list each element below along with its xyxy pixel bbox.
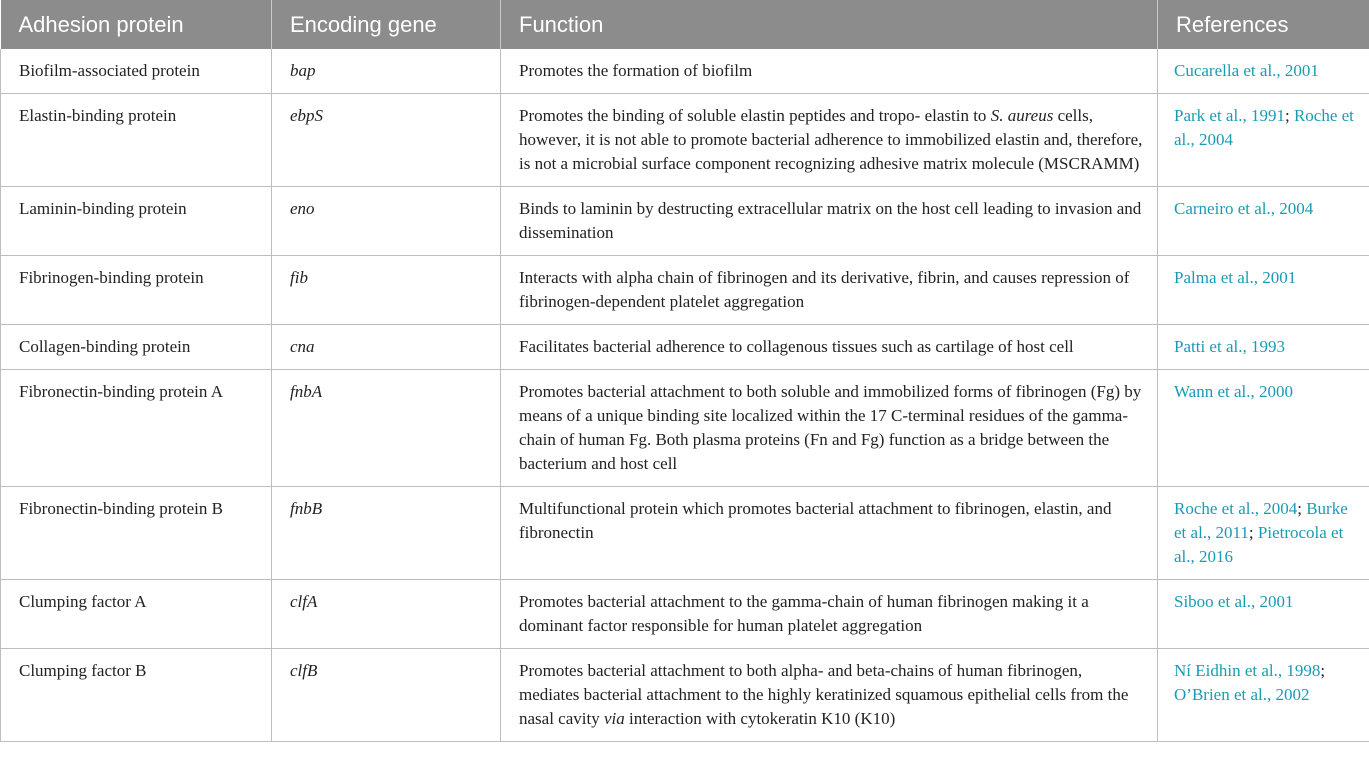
function-text: Promotes bacterial attachment to both soluble and immobilized forms of fibrinogen (Fg) by means of a unique binding site localized within the 17 C-terminal residues of the gamma-chain of human Fg. Both plasma proteins (Fn and Fg) function as a bridge between the bacterium and host cell: [519, 382, 1142, 473]
references-cell: Ní Eidhin et al., 1998; O’Brien et al., 2002: [1158, 649, 1369, 742]
table-row: [1, 487, 1369, 580]
reference-link[interactable]: Patti et al., 1993: [1174, 337, 1285, 356]
reference-link[interactable]: Burke et al., 2011: [1174, 499, 1348, 542]
references-cell: [1158, 187, 1369, 256]
reference-link[interactable]: Carneiro et al., 2004: [1174, 199, 1314, 218]
function-text: cells, however, it is not able to promote bacterial adherence to immobilized elastin and, therefore, is not a microbial surface component recognizing adhesive matrix molecule (MSCRAMM): [519, 106, 1143, 173]
table-row: [1, 256, 1369, 325]
table-row: [1, 649, 1369, 742]
adhesion-protein-cell: Collagen-binding protein: [1, 325, 272, 370]
references-cell: [1158, 370, 1369, 487]
header-encoding-gene: Encoding gene: [272, 0, 501, 49]
function-text: Facilitates bacterial adherence to collagenous tissues such as cartilage of host cell: [519, 337, 1074, 356]
function-cell: [501, 187, 1158, 256]
reference-link[interactable]: Siboo et al., 2001: [1174, 592, 1294, 611]
table-body: [1, 49, 1369, 742]
adhesion-protein-cell: Laminin-binding protein: [1, 187, 272, 256]
table-row: [1, 49, 1369, 94]
encoding-gene-cell: clfB: [272, 649, 501, 742]
table-row: [1, 580, 1369, 649]
references-cell: [1158, 49, 1369, 94]
function-text: interaction with cytokeratin K10 (K10): [624, 709, 896, 728]
adhesion-protein-cell: Fibronectin-binding protein A: [1, 370, 272, 487]
function-cell: [501, 580, 1158, 649]
adhesion-protein-cell: Clumping factor B: [1, 649, 272, 742]
adhesion-protein-cell: Elastin-binding protein: [1, 94, 272, 187]
references-cell: Park et al., 1991; Roche et al., 2004: [1158, 94, 1369, 187]
function-text: Promotes bacterial attachment to the gamma-chain of human fibrinogen making it a dominant factor responsible for human platelet aggregation: [519, 592, 1089, 635]
reference-link[interactable]: Roche et al., 2004: [1174, 499, 1298, 518]
table-row: [1, 370, 1369, 487]
reference-link[interactable]: Park et al., 1991: [1174, 106, 1285, 125]
encoding-gene-cell: fib: [272, 256, 501, 325]
function-text: Multifunctional protein which promotes bacterial attachment to fibrinogen, elastin, and fibronectin: [519, 499, 1112, 542]
references-cell: Roche et al., 2004; Burke et al., 2011; Pietrocola et al., 2016: [1158, 487, 1369, 580]
reference-link[interactable]: Ní Eidhin et al., 1998: [1174, 661, 1321, 680]
reference-link[interactable]: Cucarella et al., 2001: [1174, 61, 1319, 80]
encoding-gene-cell: eno: [272, 187, 501, 256]
encoding-gene-cell: fnbB: [272, 487, 501, 580]
function-italic-text: S. aureus: [990, 106, 1054, 125]
adhesion-protein-cell: Fibrinogen-binding protein: [1, 256, 272, 325]
references-cell: [1158, 580, 1369, 649]
table-header-row: [1, 0, 1369, 49]
function-cell: [501, 256, 1158, 325]
encoding-gene-cell: ebpS: [272, 94, 501, 187]
adhesion-protein-cell: Fibronectin-binding protein B: [1, 487, 272, 580]
references-cell: [1158, 325, 1369, 370]
header-function: Function: [501, 0, 1158, 49]
encoding-gene-cell: cna: [272, 325, 501, 370]
adhesion-protein-cell: Clumping factor A: [1, 580, 272, 649]
function-text: Binds to laminin by destructing extracellular matrix on the host cell leading to invasion and dissemination: [519, 199, 1142, 242]
table-row: [1, 187, 1369, 256]
table-row: [1, 94, 1369, 187]
function-cell: [501, 370, 1158, 487]
function-text: Promotes the formation of biofilm: [519, 61, 753, 80]
table-row: [1, 325, 1369, 370]
reference-link[interactable]: Pietrocola et al., 2016: [1174, 523, 1344, 566]
encoding-gene-cell: clfA: [272, 580, 501, 649]
function-cell: [501, 325, 1158, 370]
reference-link[interactable]: Palma et al., 2001: [1174, 268, 1297, 287]
function-text: Promotes bacterial attachment to both alpha- and beta-chains of human fibrinogen, mediates bacterial attachment to the highly keratinized squamous epithelial cells from the nasal cavity: [519, 661, 1129, 728]
function-cell: [501, 94, 1158, 187]
function-text: Interacts with alpha chain of fibrinogen and its derivative, fibrin, and causes repression of fibrinogen-dependent platelet aggregation: [519, 268, 1130, 311]
reference-link[interactable]: Roche et al., 2004: [1174, 106, 1354, 149]
encoding-gene-cell: fnbA: [272, 370, 501, 487]
function-text: Promotes the binding of soluble elastin peptides and tropo- elastin to: [519, 106, 991, 125]
reference-link[interactable]: O’Brien et al., 2002: [1174, 685, 1310, 704]
function-cell: [501, 487, 1158, 580]
function-italic-text: via: [603, 709, 625, 728]
header-adhesion-protein: Adhesion protein: [1, 0, 272, 49]
function-cell: [501, 49, 1158, 94]
function-cell: [501, 649, 1158, 742]
header-references: References: [1176, 11, 1289, 37]
references-cell: [1158, 256, 1369, 325]
encoding-gene-cell: bap: [272, 49, 501, 94]
adhesion-protein-cell: Biofilm-associated protein: [1, 49, 272, 94]
reference-link[interactable]: Wann et al., 2000: [1174, 382, 1294, 401]
